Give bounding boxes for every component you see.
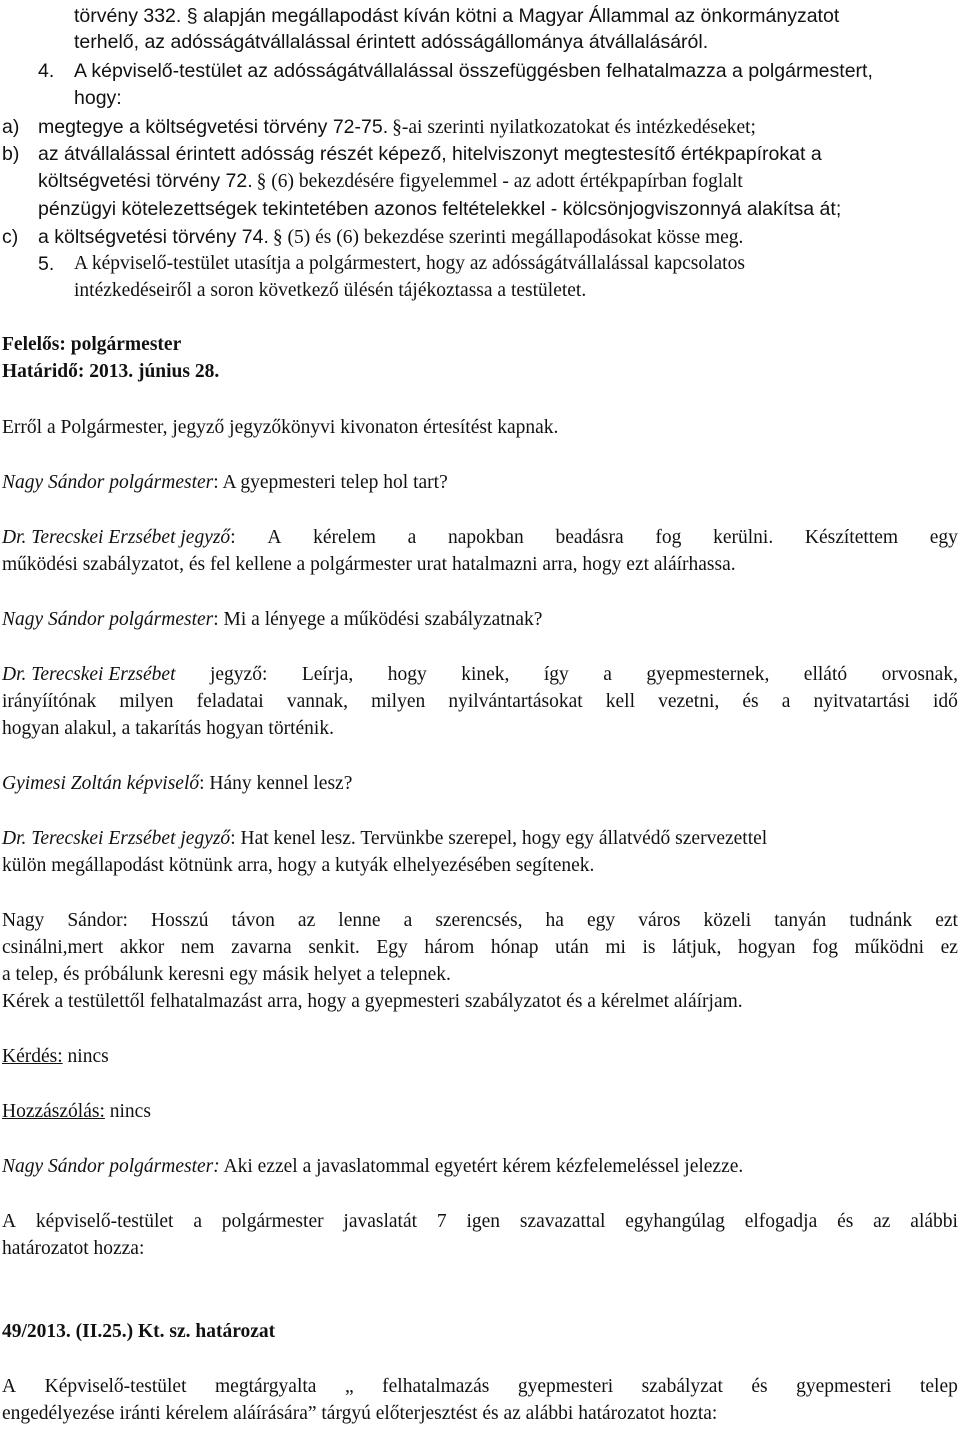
item-5-line-1: A képviselő-testület utasítja a polgármestert, hogy az adósságátvállalással kapcsolatos	[74, 253, 745, 274]
dialogue-2-line-2: működési szabályzatot, és fel kellene a polgármester urat hatalmazni arra, hogy ezt aláírhassa.	[2, 554, 736, 575]
speaker-name: Nagy Sándor polgármester	[2, 609, 214, 630]
dialogue-5: Gyimesi Zoltán képviselő: Hány kennel lesz?	[2, 773, 353, 794]
dialogue-7-line-4: Kérek a testülettől felhatalmazást arra, hogy a gyepmesteri szabályzatot és a kérelmet aláírjam.	[2, 991, 743, 1012]
comment-label: Hozzászólás:	[2, 1101, 105, 1122]
resolution-line-2: engedélyezése iránti kérelem aláírására” tárgyú előterjesztést és az alábbi határozatot hozta:	[2, 1403, 718, 1424]
item-a-label: a)	[2, 116, 20, 138]
resolution-title: 49/2013. (II.25.) Kt. sz. határozat	[2, 1321, 276, 1342]
speaker-name: Nagy Sándor polgármester:	[2, 1156, 220, 1177]
question-label: Kérdés:	[2, 1046, 63, 1067]
list-line-1: törvény 332. § alapján megállapodást kíván kötni a Magyar Állammal az önkormányzatot	[74, 5, 840, 27]
dialogue-7-line-2: csinálni,mert akkor nem zavarna senkit. Egy három hónap után mi is látjuk, hogyan fog működni ez	[2, 937, 958, 958]
deadline-line: Határidő: 2013. június 28.	[2, 361, 220, 382]
vote-line-1: A képviselő-testület a polgármester javaslatát 7 igen szavazattal egyhangúlag elfogadja és az alábbi	[2, 1211, 958, 1232]
dialogue-2-words: : A kérelem a napokban beadásra fog kerülni. Készítettem egy	[230, 527, 958, 548]
speaker-name: Dr. Terecskei Erzsébet jegyző	[2, 527, 231, 548]
item-5-line-2: intézkedéseiről a soron következő ülésén tájékoztassa a testületet.	[74, 280, 587, 301]
item-b-line-3: pénzügyi kötelezettségek tekintetében azonos feltételekkel - kölcsönjogviszonnyá alakítsa át;	[38, 198, 842, 220]
item-c-text: a költségvetési törvény 74. § (5) és (6) bekezdése szerinti megállapodásokat kösse meg.	[38, 226, 744, 248]
dialogue-6-line-2: külön megállapodást kötnünk arra, hogy a kutyák elhelyezésében segítenek.	[2, 855, 595, 876]
speaker-name: Dr. Terecskei Erzsébet	[2, 664, 176, 685]
item-4-number: 4.	[38, 60, 55, 82]
item-b-label: b)	[2, 143, 20, 165]
dialogue-7-line-3: a telep, és próbálunk keresni egy másik helyet a telepnek.	[2, 964, 451, 985]
responsible-line: Felelős: polgármester	[2, 334, 182, 355]
dialogue-7-line-1: Nagy Sándor: Hosszú távon az lenne a szerencsés, ha egy város közeli tanyán tudnánk ezt	[2, 910, 958, 931]
dialogue-3: Nagy Sándor polgármester: Mi a lényege a működési szabályzatnak?	[2, 609, 543, 630]
dialogue-1: Nagy Sándor polgármester: A gyepmesteri telep hol tart?	[2, 472, 448, 493]
item-4-line-2: hogy:	[74, 87, 122, 109]
question-line: Kérdés: nincs	[2, 1046, 109, 1067]
dialogue-4-line-1: Dr. Terecskei Erzsébet jegyző: Leírja, hogy kinek, így a gyepmesternek, ellátó orvosnak,	[2, 664, 958, 685]
list-line-2: terhelő, az adósságátvállalással érintett adósságállománya átvállalásáról.	[74, 31, 709, 53]
dialogue-8: Nagy Sándor polgármester: Aki ezzel a javaslatommal egyetért kérem kézfelemeléssel jelezze.	[2, 1156, 744, 1177]
speaker-name: Gyimesi Zoltán képviselő	[2, 773, 200, 794]
item-c-label: c)	[2, 226, 19, 248]
comment-line: Hozzászólás: nincs	[2, 1101, 151, 1122]
item-a-text: megtegye a költségvetési törvény 72-75. §-ai szerinti nyilatkozatokat és intézkedéseket;	[38, 116, 756, 138]
item-4-line-1: A képviselő-testület az adósságátvállalással összefüggésben felhatalmazza a polgármestert,	[74, 60, 873, 82]
vote-line-2: határozatot hozza:	[2, 1238, 145, 1259]
dialogue-4-line-2: irányíítónak milyen feladatai vannak, milyen nyilvántartásokat kell vezetni, és a nyitvatartási idő	[2, 691, 958, 712]
speaker-name: Dr. Terecskei Erzsébet jegyző	[2, 828, 231, 849]
item-5-number: 5.	[38, 253, 55, 275]
speaker-name: Nagy Sándor polgármester	[2, 472, 214, 493]
item-b-line-2: költségvetési törvény 72. § (6) bekezdésére figyelemmel - az adott értékpapírban foglalt	[38, 170, 743, 192]
item-b-line-1: az átvállalással érintett adósság részét képező, hitelviszonyt megtestesítő értékpapírokat a	[38, 143, 822, 165]
dialogue-2-line-1	[2, 527, 958, 549]
dialogue-4-line-3: hogyan alakul, a takarítás hogyan történik.	[2, 718, 334, 739]
notice-line: Erről a Polgármester, jegyző jegyzőkönyvi kivonaton értesítést kapnak.	[2, 417, 559, 438]
resolution-line-1: A Képviselő-testület megtárgyalta „ felhatalmazás gyepmesteri szabályzat és gyepmesteri telep	[2, 1376, 958, 1397]
dialogue-6-line-1: Dr. Terecskei Erzsébet jegyző: Hat kenel lesz. Tervünkbe szerepel, hogy egy állatvédő szervezettel	[2, 828, 768, 849]
